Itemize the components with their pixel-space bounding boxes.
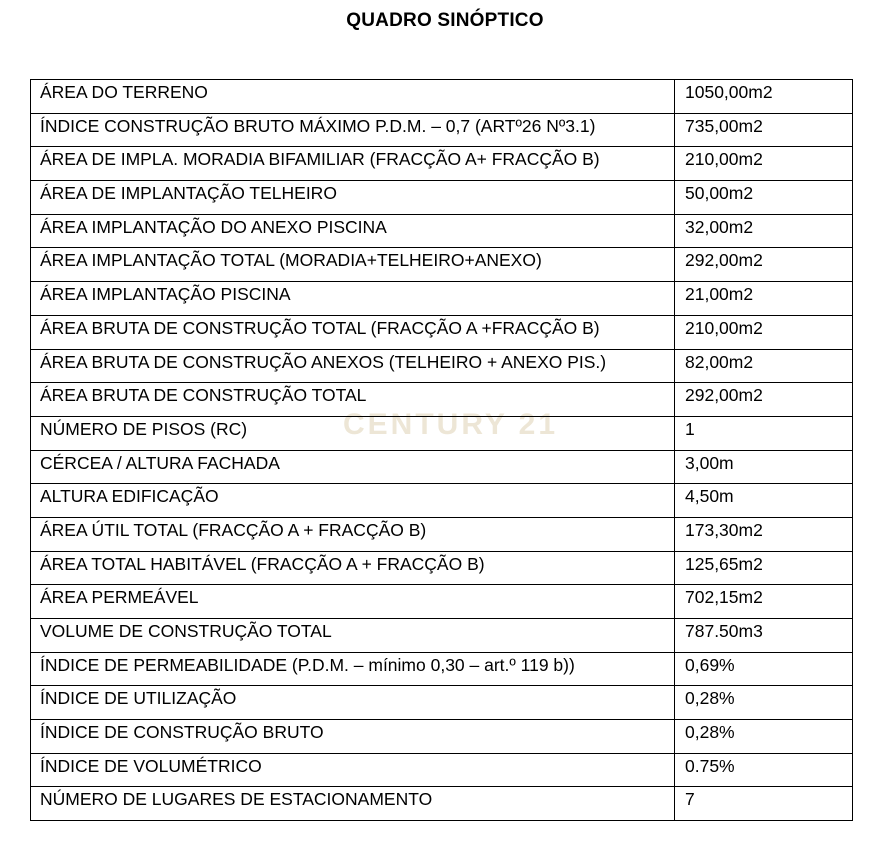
row-value: 32,00m2	[675, 214, 853, 248]
row-value: 1	[675, 416, 853, 450]
table-row	[31, 551, 853, 585]
row-label: ÁREA IMPLANTAÇÃO PISCINA	[31, 282, 675, 316]
table-row	[31, 585, 853, 619]
table-row	[31, 686, 853, 720]
row-label: ALTURA EDIFICAÇÃO	[31, 484, 675, 518]
row-value: 292,00m2	[675, 383, 853, 417]
row-value: 1050,00m2	[675, 80, 853, 114]
row-label: NÚMERO DE PISOS (RC)	[31, 416, 675, 450]
row-label: ÍNDICE DE UTILIZAÇÃO	[31, 686, 675, 720]
table-row	[31, 349, 853, 383]
row-label: ÁREA DE IMPLANTAÇÃO TELHEIRO	[31, 181, 675, 215]
row-label: ÍNDICE CONSTRUÇÃO BRUTO MÁXIMO P.D.M. – 0,7 (ARTº26 Nº3.1)	[31, 113, 675, 147]
row-value: 21,00m2	[675, 282, 853, 316]
row-value: 292,00m2	[675, 248, 853, 282]
table-row	[31, 619, 853, 653]
synoptic-table-body	[31, 80, 853, 821]
row-label: ÁREA BRUTA DE CONSTRUÇÃO ANEXOS (TELHEIRO + ANEXO PIS.)	[31, 349, 675, 383]
row-label: NÚMERO DE LUGARES DE ESTACIONAMENTO	[31, 787, 675, 821]
page-title: QUADRO SINÓPTICO	[346, 10, 544, 31]
table-row	[31, 214, 853, 248]
row-value: 82,00m2	[675, 349, 853, 383]
row-label: ÁREA IMPLANTAÇÃO TOTAL (MORADIA+TELHEIRO+ANEXO)	[31, 248, 675, 282]
row-value: 125,65m2	[675, 551, 853, 585]
row-value: 702,15m2	[675, 585, 853, 619]
table-row	[31, 147, 853, 181]
row-value: 735,00m2	[675, 113, 853, 147]
row-label: ÁREA BRUTA DE CONSTRUÇÃO TOTAL	[31, 383, 675, 417]
row-value: 4,50m	[675, 484, 853, 518]
table-row	[31, 484, 853, 518]
row-value: 7	[675, 787, 853, 821]
table-row	[31, 80, 853, 114]
table-row	[31, 181, 853, 215]
row-label: ÁREA PERMEÁVEL	[31, 585, 675, 619]
row-value: 50,00m2	[675, 181, 853, 215]
row-value: 173,30m2	[675, 517, 853, 551]
table-row	[31, 753, 853, 787]
table-row	[31, 113, 853, 147]
row-label: ÁREA DE IMPLA. MORADIA BIFAMILIAR (FRACÇÃO A+ FRACÇÃO B)	[31, 147, 675, 181]
table-row	[31, 416, 853, 450]
row-label: CÉRCEA / ALTURA FACHADA	[31, 450, 675, 484]
watermark: CENTURY 21	[343, 408, 559, 441]
table-row	[31, 720, 853, 754]
row-value: 3,00m	[675, 450, 853, 484]
table-row	[31, 315, 853, 349]
row-label: ÁREA DO TERRENO	[31, 80, 675, 114]
table-row	[31, 248, 853, 282]
table-row	[31, 787, 853, 821]
row-label: ÍNDICE DE CONSTRUÇÃO BRUTO	[31, 720, 675, 754]
row-label: ÁREA TOTAL HABITÁVEL (FRACÇÃO A + FRACÇÃO B)	[31, 551, 675, 585]
row-value: 0,28%	[675, 686, 853, 720]
row-label: ÍNDICE DE VOLUMÉTRICO	[31, 753, 675, 787]
row-label: ÁREA ÚTIL TOTAL (FRACÇÃO A + FRACÇÃO B)	[31, 517, 675, 551]
table-row	[31, 383, 853, 417]
row-label: ÁREA BRUTA DE CONSTRUÇÃO TOTAL (FRACÇÃO A +FRACÇÃO B)	[31, 315, 675, 349]
row-value: 0,28%	[675, 720, 853, 754]
table-row	[31, 652, 853, 686]
row-label: ÁREA IMPLANTAÇÃO DO ANEXO PISCINA	[31, 214, 675, 248]
row-value: 0.75%	[675, 753, 853, 787]
row-label: VOLUME DE CONSTRUÇÃO TOTAL	[31, 619, 675, 653]
row-value: 787.50m3	[675, 619, 853, 653]
row-value: 210,00m2	[675, 147, 853, 181]
synoptic-table	[30, 79, 853, 821]
table-row	[31, 517, 853, 551]
row-value: 210,00m2	[675, 315, 853, 349]
table-row	[31, 282, 853, 316]
row-label: ÍNDICE DE PERMEABILIDADE (P.D.M. – mínimo 0,30 – art.º 119 b))	[31, 652, 675, 686]
row-value: 0,69%	[675, 652, 853, 686]
table-row	[31, 450, 853, 484]
